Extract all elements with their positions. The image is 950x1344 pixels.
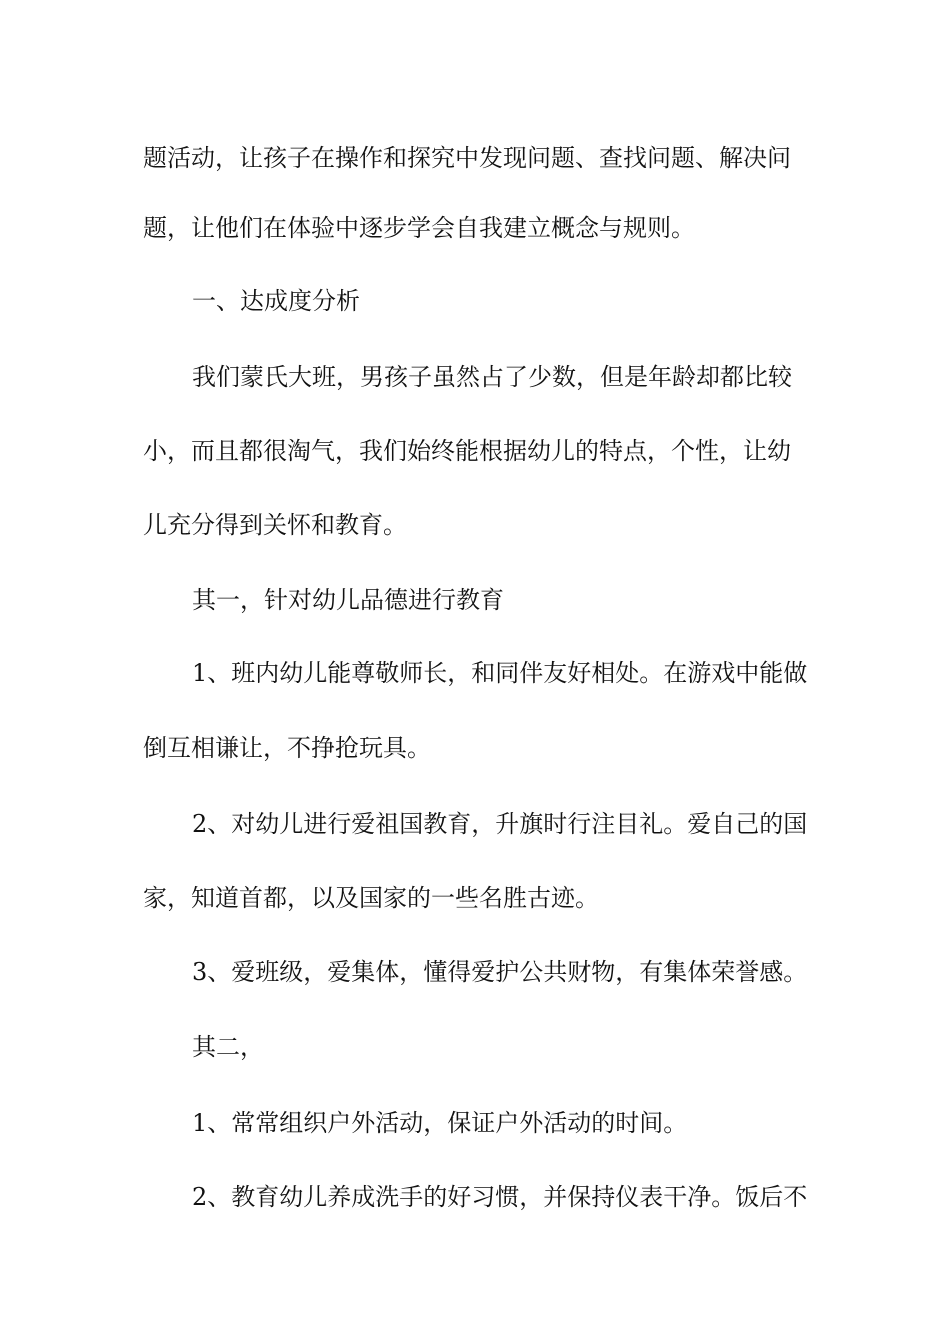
list-item: 2、教育幼儿养成洗手的好习惯，并保持仪表干净。饭后不: [192, 1183, 808, 1211]
list-item: 1、常常组织户外活动，保证户外活动的时间。: [192, 1109, 688, 1137]
paragraph-line: 我们蒙氏大班，男孩子虽然占了少数，但是年龄却都比较: [192, 363, 792, 391]
paragraph-line: 倒互相谦让，不挣抢玩具。: [143, 734, 431, 762]
section-heading: 一、达成度分析: [192, 287, 360, 315]
paragraph-line: 儿充分得到关怀和教育。: [143, 511, 407, 539]
paragraph-line: 小，而且都很淘气，我们始终能根据幼儿的特点，个性，让幼: [143, 437, 791, 465]
list-item: 2、对幼儿进行爱祖国教育，升旗时行注目礼。爱自己的国: [192, 810, 808, 838]
list-item: 3、爱班级，爱集体，懂得爱护公共财物，有集体荣誉感。: [192, 958, 808, 986]
paragraph-line: 家，知道首都，以及国家的一些名胜古迹。: [143, 884, 599, 912]
subsection-heading: 其二，: [192, 1033, 264, 1061]
paragraph-line: 题，让他们在体验中逐步学会自我建立概念与规则。: [143, 214, 695, 242]
list-item: 1、班内幼儿能尊敬师长，和同伴友好相处。在游戏中能做: [192, 659, 808, 687]
subsection-heading: 其一，针对幼儿品德进行教育: [192, 586, 504, 614]
paragraph-line: 题活动，让孩子在操作和探究中发现问题、查找问题、解决问: [143, 144, 791, 172]
